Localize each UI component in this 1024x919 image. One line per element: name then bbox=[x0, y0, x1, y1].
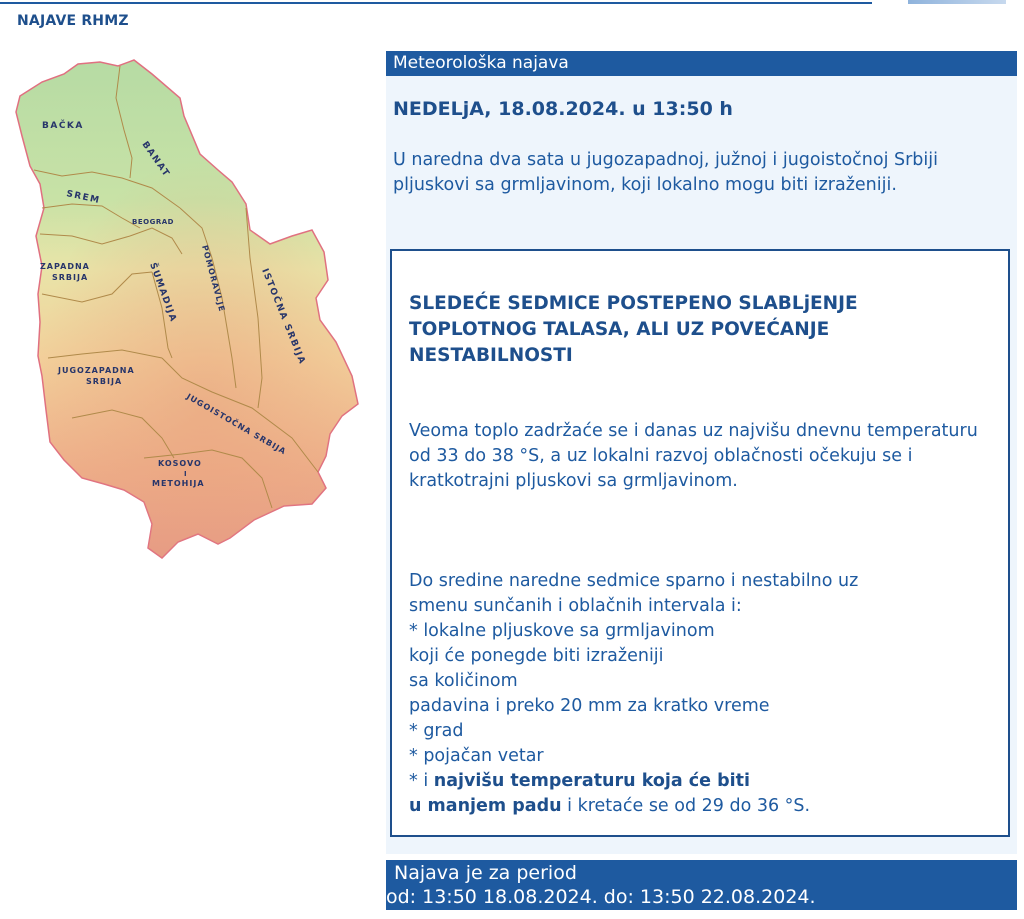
map-svg bbox=[12, 58, 368, 564]
region-label-zapadna-srbija: SRBIJA bbox=[52, 273, 89, 282]
region-label-jugoistocna-srbija: JUGOISTOČNA SRBIJA bbox=[185, 391, 288, 457]
forecast-bullet-temperature bbox=[409, 769, 989, 794]
region-label-srem: SREM bbox=[65, 189, 102, 207]
bold-text: u manjem padu bbox=[409, 796, 562, 816]
bold-text: najvišu temperaturu koja će biti bbox=[433, 771, 751, 791]
forecast-line: koji će ponegde biti izraženiji bbox=[409, 646, 664, 666]
period-range: od: 13:50 18.08.2024. do: 13:50 22.08.2024. bbox=[386, 886, 816, 908]
region-label-beograd: BEOGRAD bbox=[132, 218, 174, 226]
forecast-line: sa količinom bbox=[409, 671, 518, 691]
forecast-intro: U naredna dva sata u jugozapadnoj, južnoj i jugoistočnoj Srbiji pljuskovi sa grmljavinom, koji lokalno mogu biti izraženiji. bbox=[393, 150, 938, 195]
forecast-date: NEDELjA, 18.08.2024. u 13:50 h bbox=[393, 98, 733, 120]
forecast-paragraph-2 bbox=[409, 569, 989, 819]
region-label-jugozapadna-srbija: SRBIJA bbox=[86, 377, 123, 386]
region-label-i: I bbox=[184, 470, 188, 478]
forecast-headline: SLEDEĆE SEDMICE POSTEPENO SLABLjENJE TOPLOTNOG TALASA, ALI UZ POVEĆANJE NESTABILNOSTI bbox=[409, 293, 858, 366]
region-label-sumadija: ŠUMADIJA bbox=[147, 261, 179, 325]
bullet-prefix: * i bbox=[409, 771, 434, 791]
section-title: NAJAVE RHMZ bbox=[17, 13, 129, 29]
forecast-bullet: * grad bbox=[409, 721, 464, 741]
top-divider bbox=[0, 2, 872, 4]
forecast-bullet: * lokalne pljuskove sa grmljavinom bbox=[409, 621, 715, 641]
forecast-line: padavina i preko 20 mm za kratko vreme bbox=[409, 696, 770, 716]
forecast-bullet: * pojačan vetar bbox=[409, 746, 544, 766]
forecast-paragraph-1: Veoma toplo zadržaće se i danas uz najvišu dnevnu temperaturu od 33 do 38 °S, a uz lokalni razvoj oblačnosti očekuju se i kratkotrajni pljuskovi sa grmljavinom. bbox=[409, 421, 978, 491]
region-label-zapadna: ZAPADNA bbox=[40, 262, 90, 271]
forecast-period-bar bbox=[386, 860, 1017, 910]
forecast-header-bar: Meteorološka najava bbox=[386, 51, 1017, 76]
region-label-jugozapadna: JUGOZAPADNA bbox=[58, 366, 135, 375]
forecast-line: smenu sunčanih i oblačnih intervala i: bbox=[409, 596, 742, 616]
region-label-istocna-srbija: ISTOČNA SRBIJA bbox=[259, 267, 307, 367]
region-label-kosovo: KOSOVO bbox=[158, 459, 202, 468]
forecast-line-temperature bbox=[409, 794, 989, 819]
serbia-regions-map[interactable] bbox=[12, 58, 368, 564]
forecast-detail-box bbox=[390, 249, 1010, 837]
period-label: Najava je za period bbox=[394, 862, 577, 884]
region-label-pomoravlje: POMORAVLJE bbox=[200, 244, 227, 314]
temperature-range: i kretaće se od 29 do 36 °S. bbox=[561, 796, 811, 816]
region-label-banat: BANAT bbox=[139, 139, 172, 180]
corner-image bbox=[908, 0, 1006, 4]
forecast-line: Do sredine naredne sedmice sparno i nestabilno uz bbox=[409, 571, 859, 591]
region-label-backa: BAČKA bbox=[42, 121, 84, 131]
region-label-metohija: METOHIJA bbox=[152, 479, 205, 488]
